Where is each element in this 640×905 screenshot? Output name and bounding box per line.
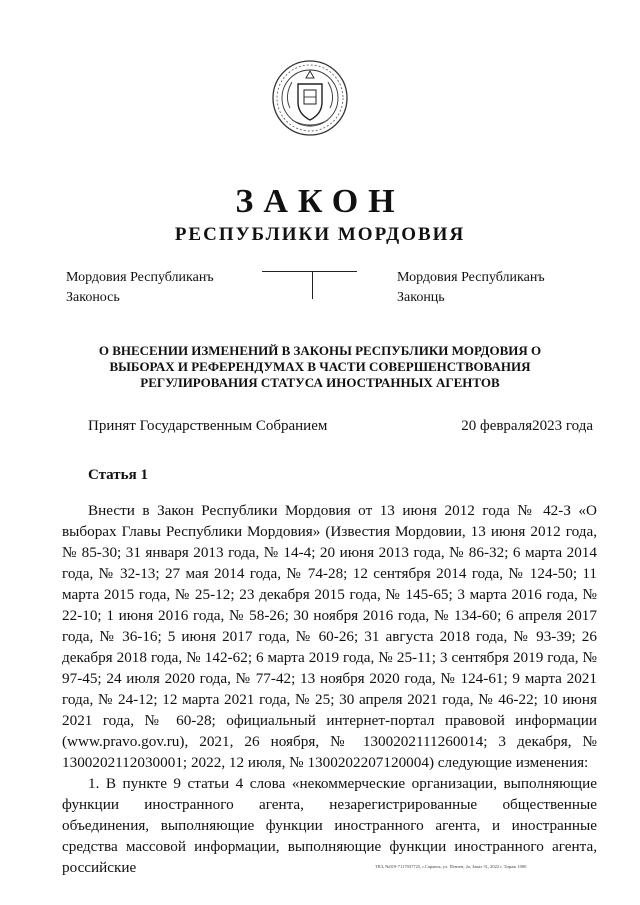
header-divider-vertical <box>312 271 313 299</box>
law-title: О ВНЕСЕНИИ ИЗМЕНЕНИЙ В ЗАКОНЫ РЕСПУБЛИКИ МОРДОВИЯ О ВЫБОРАХ И РЕФЕРЕНДУМАХ В ЧАСТИ СОВЕРШЕНСТВОВАНИЯ РЕГУЛИРОВАНИЯ СТАТУСА ИНОСТРАННЫХ АГЕНТОВ <box>98 343 542 390</box>
header-right-block <box>397 268 545 308</box>
header-left-line-1: Мордовия Республиканъ <box>66 270 214 285</box>
print-footer-code: ТКЗ, №019-7117037725, г.Саранск, ул. Пензен, 2а, Заказ 31, 2022 г. Тираж 1000 <box>375 864 527 869</box>
document-subtitle: РЕСПУБЛИКИ МОРДОВИЯ <box>174 224 466 245</box>
adoption-date: 20 февраля2023 года <box>461 418 593 434</box>
document-title: ЗАКОН <box>235 183 405 220</box>
coat-of-arms-emblem <box>270 58 350 138</box>
adoption-line <box>88 418 593 435</box>
article-heading: Статья 1 <box>88 467 148 483</box>
article-item-1-paragraph: 1. В пункте 9 статьи 4 слова «некоммерческие организации, выполняющие функции иностранного агента, незарегистрированные общественные объединения, выполняющие функции иностранного агента, и иностранные средства массовой информации, выполняющие функции иностранного агента, российские <box>62 775 597 876</box>
adoption-label: Принят Государственным Собранием <box>88 418 328 434</box>
article-intro-paragraph: Внести в Закон Республики Мордовия от 13 июня 2012 года № 42-З «О выборах Главы Республики Мордовия» (Известия Мордовии, 13 июня 2012 года, № 85-30; 31 января 2013 года, № 14-4; 20 июня 2013 года, № 86-32; 6 марта 2014 года, № 32-13; 27 мая 2014 года, № 74-28; 12 сентября 2014 года, № 124-50; 11 марта 2015 года, № 25-12; 23 декабря 2015 года, № 145-65; 3 марта 2016 года, № 22-10; 1 июня 2016 года, № 58-26; 30 ноября 2016 года, № 134-60; 6 апреля 2017 года, № 36-16; 5 июня 2017 года, № 60-26; 31 августа 2018 года, № 93-39; 26 декабря 2018 года, № 142-62; 6 марта 2019 года, № 25-11; 3 сентября 2019 года, № 97-45; 24 июля 2020 года, № 77-42; 13 ноября 2020 года, № 124-61; 9 марта 2021 года, № 24-12; 12 марта 2021 года, № 25; 30 апреля 2021 года, № 46-22; 10 июня 2021 года, № 60-28; официальный интернет-портал правовой информации (www.pravo.gov.ru), 2021, 26 ноября, № 1300202111260014; 3 декабря, № 1300202112030001; 2022, 12 июля, № 1300202207120004) следующие изменения: <box>62 502 597 771</box>
article-body <box>62 500 597 878</box>
header-left-line-2: Законось <box>66 290 120 305</box>
header-right-line-2: Законць <box>397 290 445 305</box>
header-left-block <box>66 268 214 308</box>
header-divider-horizontal <box>262 271 357 272</box>
header-right-line-1: Мордовия Республиканъ <box>397 270 545 285</box>
